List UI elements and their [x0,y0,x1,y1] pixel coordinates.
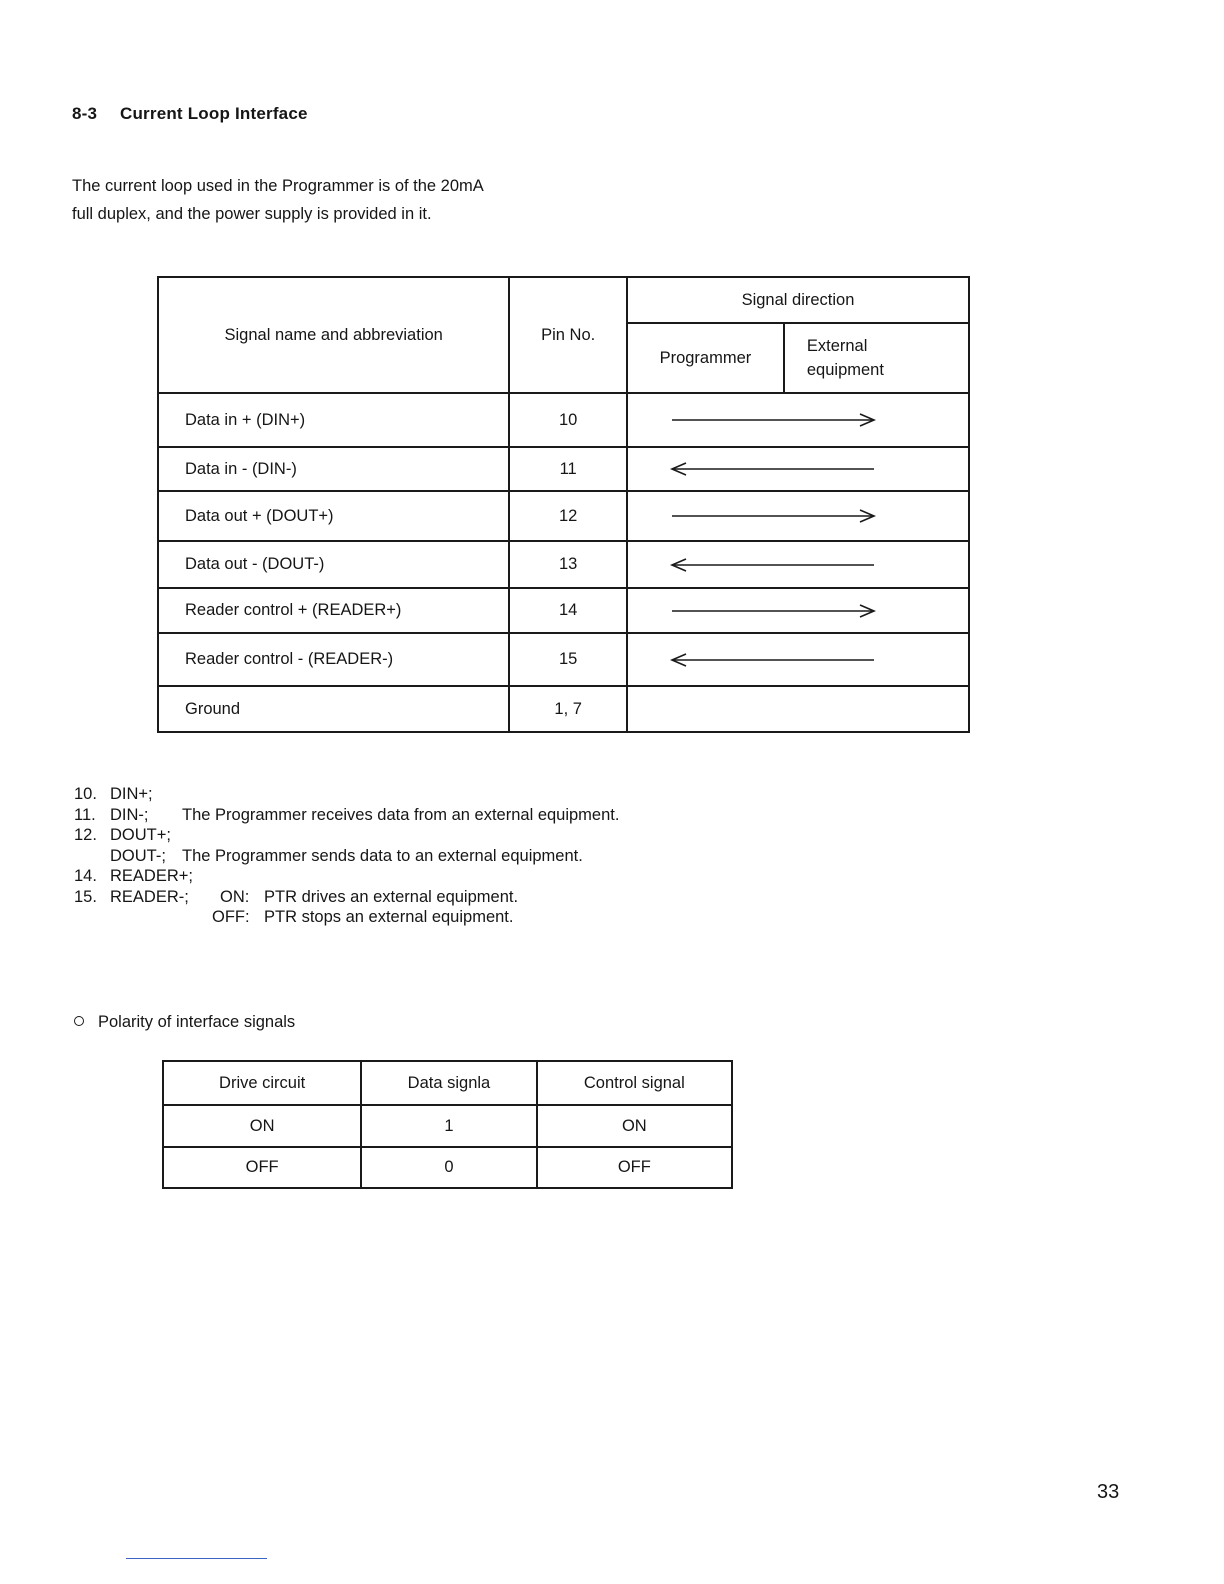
polarity-header-control: Control signal [537,1061,732,1105]
note-label: DIN-; [110,805,149,824]
note-on-label: ON: [220,887,250,906]
signal-direction-cell [627,491,969,541]
arrow-left-icon [668,555,968,575]
arrow-right-icon [668,410,968,430]
polarity-header-drive: Drive circuit [163,1061,361,1105]
note-text: The Programmer receives data from an external equipment. [182,805,620,824]
signal-row [158,588,969,633]
polarity-cell: ON [163,1105,361,1147]
pin-number-cell: 14 [509,588,627,633]
note-text: The Programmer sends data to an external equipment. [182,846,583,865]
pin-number-cell: 12 [509,491,627,541]
intro-line-1: The current loop used in the Programmer is of the 20mA [72,177,484,195]
header-external-equipment [784,323,969,393]
polarity-cell: ON [537,1105,732,1147]
note-label: DOUT-; [110,846,166,865]
signal-direction-cell [627,393,969,447]
polarity-title: Polarity of interface signals [98,1013,296,1031]
note-off-label: OFF: [212,908,250,926]
polarity-cell: 0 [361,1147,536,1188]
signal-name-cell: Data in + (DIN+) [158,393,509,447]
signal-row [158,447,969,491]
signal-table-body [158,393,969,732]
signal-row [158,541,969,588]
section-title: Current Loop Interface [120,104,308,123]
note-on-text: PTR drives an external equipment. [264,887,519,906]
arrow-right-icon [668,506,968,526]
polarity-cell: OFF [537,1147,732,1188]
note-off-text: PTR stops an external equipment. [264,908,514,926]
note-number: 11. [74,805,96,824]
signal-row [158,686,969,732]
signal-row [158,633,969,686]
signal-direction-cell [627,686,969,732]
arrow-right-icon [668,601,968,621]
note-number: 14. [74,867,97,885]
header-external-line-1: External [806,337,868,355]
page-number: 33 [1097,1481,1120,1503]
pin-number-cell: 11 [509,447,627,491]
signal-direction-cell [627,633,969,686]
note-label: READER+; [110,867,193,885]
signal-name-cell: Reader control + (READER+) [158,588,509,633]
signal-table [157,276,970,733]
signal-name-cell: Ground [158,686,509,732]
note-label: READER-; [110,887,189,906]
signal-row [158,491,969,541]
signal-direction-cell [627,588,969,633]
header-external-line-2: equipment [806,361,884,379]
polarity-heading [74,1013,295,1032]
pin-number-cell: 15 [509,633,627,686]
intro-line-2: full duplex, and the power supply is provided in it. [72,205,432,223]
pin-number-cell: 1, 7 [509,686,627,732]
polarity-cell: 1 [361,1105,536,1147]
signal-direction-cell [627,447,969,491]
signal-name-cell: Data out + (DOUT+) [158,491,509,541]
intro-paragraph [72,172,632,228]
section-heading [72,104,308,124]
header-signal-direction: Signal direction [627,277,969,323]
polarity-cell: OFF [163,1147,361,1188]
signal-direction-cell [627,541,969,588]
signal-name-cell: Data out - (DOUT-) [158,541,509,588]
header-signal-name: Signal name and abbreviation [158,277,509,393]
note-number: 15. [74,887,97,906]
circle-bullet-icon [74,1016,84,1026]
arrow-left-icon [668,459,968,479]
pin-number-cell: 13 [509,541,627,588]
signal-row [158,393,969,447]
note-label: DOUT+; [110,826,171,844]
polarity-header-data: Data signla [361,1061,536,1105]
signal-name-cell: Reader control - (READER-) [158,633,509,686]
section-number: 8-3 [72,104,98,123]
note-number: 12. [74,826,97,844]
header-pin: Pin No. [509,277,627,393]
header-programmer: Programmer [627,323,784,393]
polarity-table [162,1060,733,1189]
signal-name-cell: Data in - (DIN-) [158,447,509,491]
arrow-left-icon [668,650,968,670]
pin-number-cell: 10 [509,393,627,447]
note-label: DIN+; [110,785,153,803]
footer-divider [126,1558,267,1559]
note-number: 10. [74,785,97,803]
